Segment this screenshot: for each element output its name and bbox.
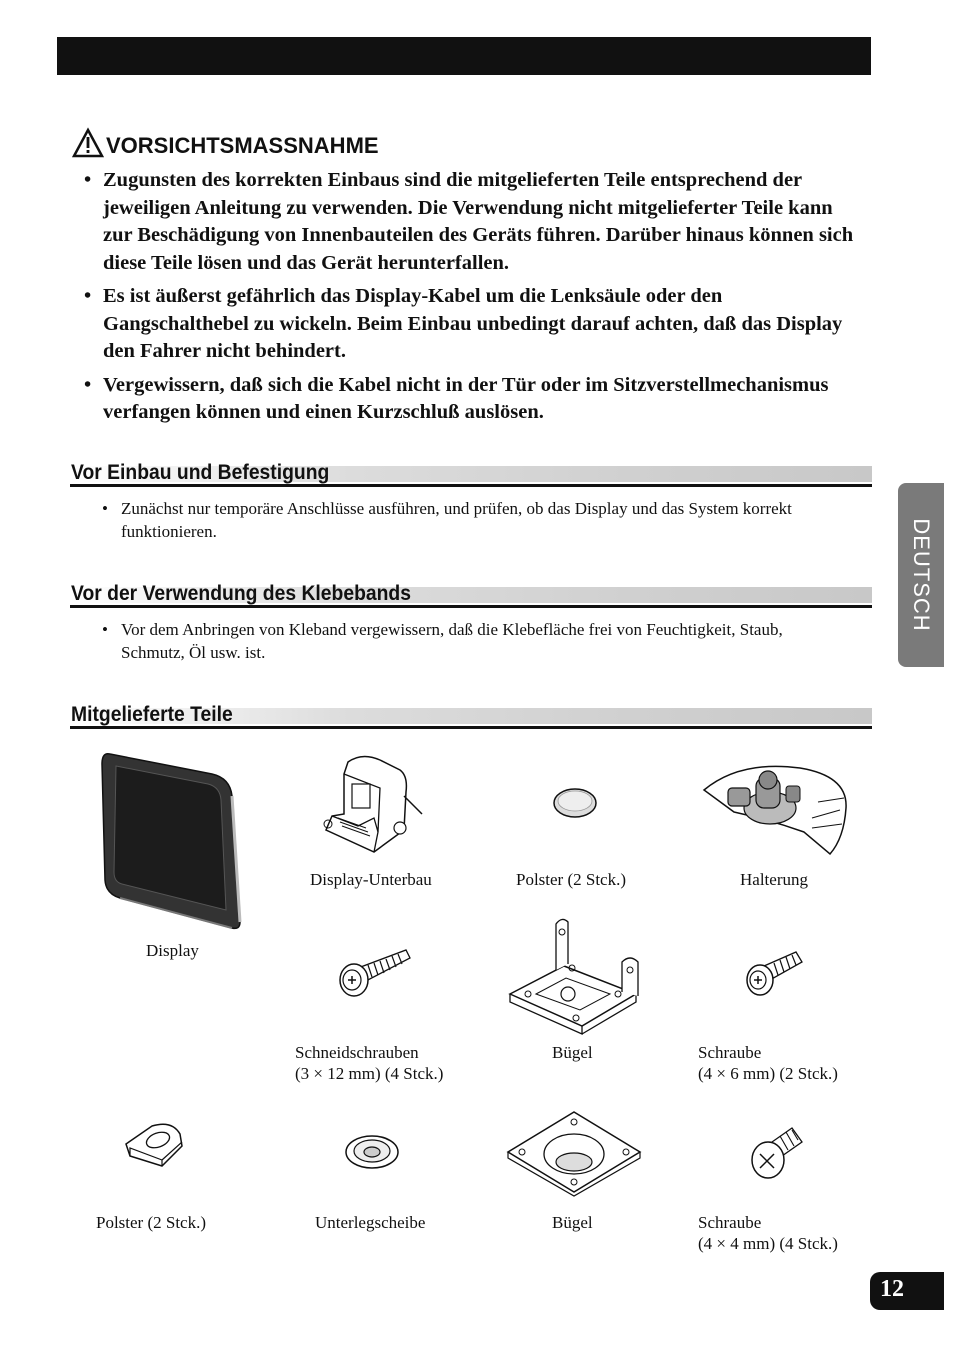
section-heading-installation xyxy=(70,455,872,487)
holder-illustration xyxy=(700,758,850,858)
caption-screw-2b: (4 × 4 mm) (4 Stck.) xyxy=(698,1234,838,1253)
caption-display: Display xyxy=(146,941,199,960)
tapping-screw-illustration xyxy=(338,948,412,1002)
pad-illustration xyxy=(552,786,598,820)
screw-illustration xyxy=(748,1124,806,1180)
caption-bracket-2: Bügel xyxy=(552,1213,593,1232)
washer-illustration xyxy=(344,1134,400,1170)
list-item: • Zugunsten des korrekten Einbaus sind die mitgelieferten Teile entsprechend der jeweiligen Anleitung zu verwenden. Die Verwendung nicht mitgelieferter Teile kann zur Beschädigung von Innenbauteilen des Geräts führen. Darüber hinaus können sich diese Teile lösen und das Gerät herunterfallen. xyxy=(84,169,854,274)
section-title: Mitgelieferte Teile xyxy=(71,703,233,726)
caution-heading xyxy=(72,126,379,158)
screw-illustration xyxy=(744,950,806,1000)
caution-title: VORSICHTSMASSNAHME xyxy=(106,133,379,158)
bracket-illustration xyxy=(506,914,646,1038)
caption-display-base: Display-Unterbau xyxy=(310,870,432,889)
page-number: 12 xyxy=(880,1276,904,1302)
page-number-badge xyxy=(870,1272,944,1310)
caption-pad: Polster (2 Stck.) xyxy=(516,870,627,889)
pad-illustration xyxy=(122,1120,186,1172)
list-item: • Vergewissern, daß sich die Kabel nicht in der Tür oder im Sitzverstellmechanismus verfangen können und einen Kurzschluß auslösen. xyxy=(84,373,829,423)
section-title: Vor der Verwendung des Klebebands xyxy=(71,582,411,605)
caption-screw-1b: (4 × 6 mm) (2 Stck.) xyxy=(698,1064,838,1083)
plate-bracket-illustration xyxy=(504,1110,644,1196)
caption-screw-1a: Schraube xyxy=(698,1043,762,1062)
language-tab xyxy=(898,483,944,667)
caption-tapping-screws-2: (3 × 12 mm) (4 Stck.) xyxy=(295,1064,444,1083)
caption-tapping-screws-1: Schneidschrauben xyxy=(295,1043,419,1062)
display-illustration xyxy=(100,752,246,930)
section-heading-parts xyxy=(70,697,872,729)
display-base-illustration xyxy=(318,752,426,856)
section-text-tape: • Vor dem Anbringen von Kleband vergewissern, daß die Klebefläche frei von Feuchtigkeit, Staub, Schmutz, Öl usw. ist. xyxy=(102,620,783,662)
section-title: Vor Einbau und Befestigung xyxy=(71,461,330,484)
caption-bracket-1: Bügel xyxy=(552,1043,593,1062)
caption-washer: Unterlegscheibe xyxy=(315,1213,426,1232)
warning-triangle-icon xyxy=(72,128,104,158)
list-item: • Es ist äußerst gefährlich das Display-Kabel um die Lenksäule oder den Gangschalthebel zu wickeln. Beim Einbau unbedingt darauf achten, daß das Display den Fahrer nicht behindert. xyxy=(84,285,843,362)
caption-holder: Halterung xyxy=(740,870,808,889)
language-tab-label: DEUTSCH xyxy=(909,518,934,632)
section-heading-tape xyxy=(70,576,872,608)
caption-screw-2a: Schraube xyxy=(698,1213,762,1232)
header-bar xyxy=(57,37,871,75)
section-text-installation: • Zunächst nur temporäre Anschlüsse ausführen, und prüfen, ob das Display und das System korrekt funktionieren. xyxy=(102,499,792,541)
caption-pad-2: Polster (2 Stck.) xyxy=(96,1213,207,1232)
caution-list xyxy=(84,167,864,433)
